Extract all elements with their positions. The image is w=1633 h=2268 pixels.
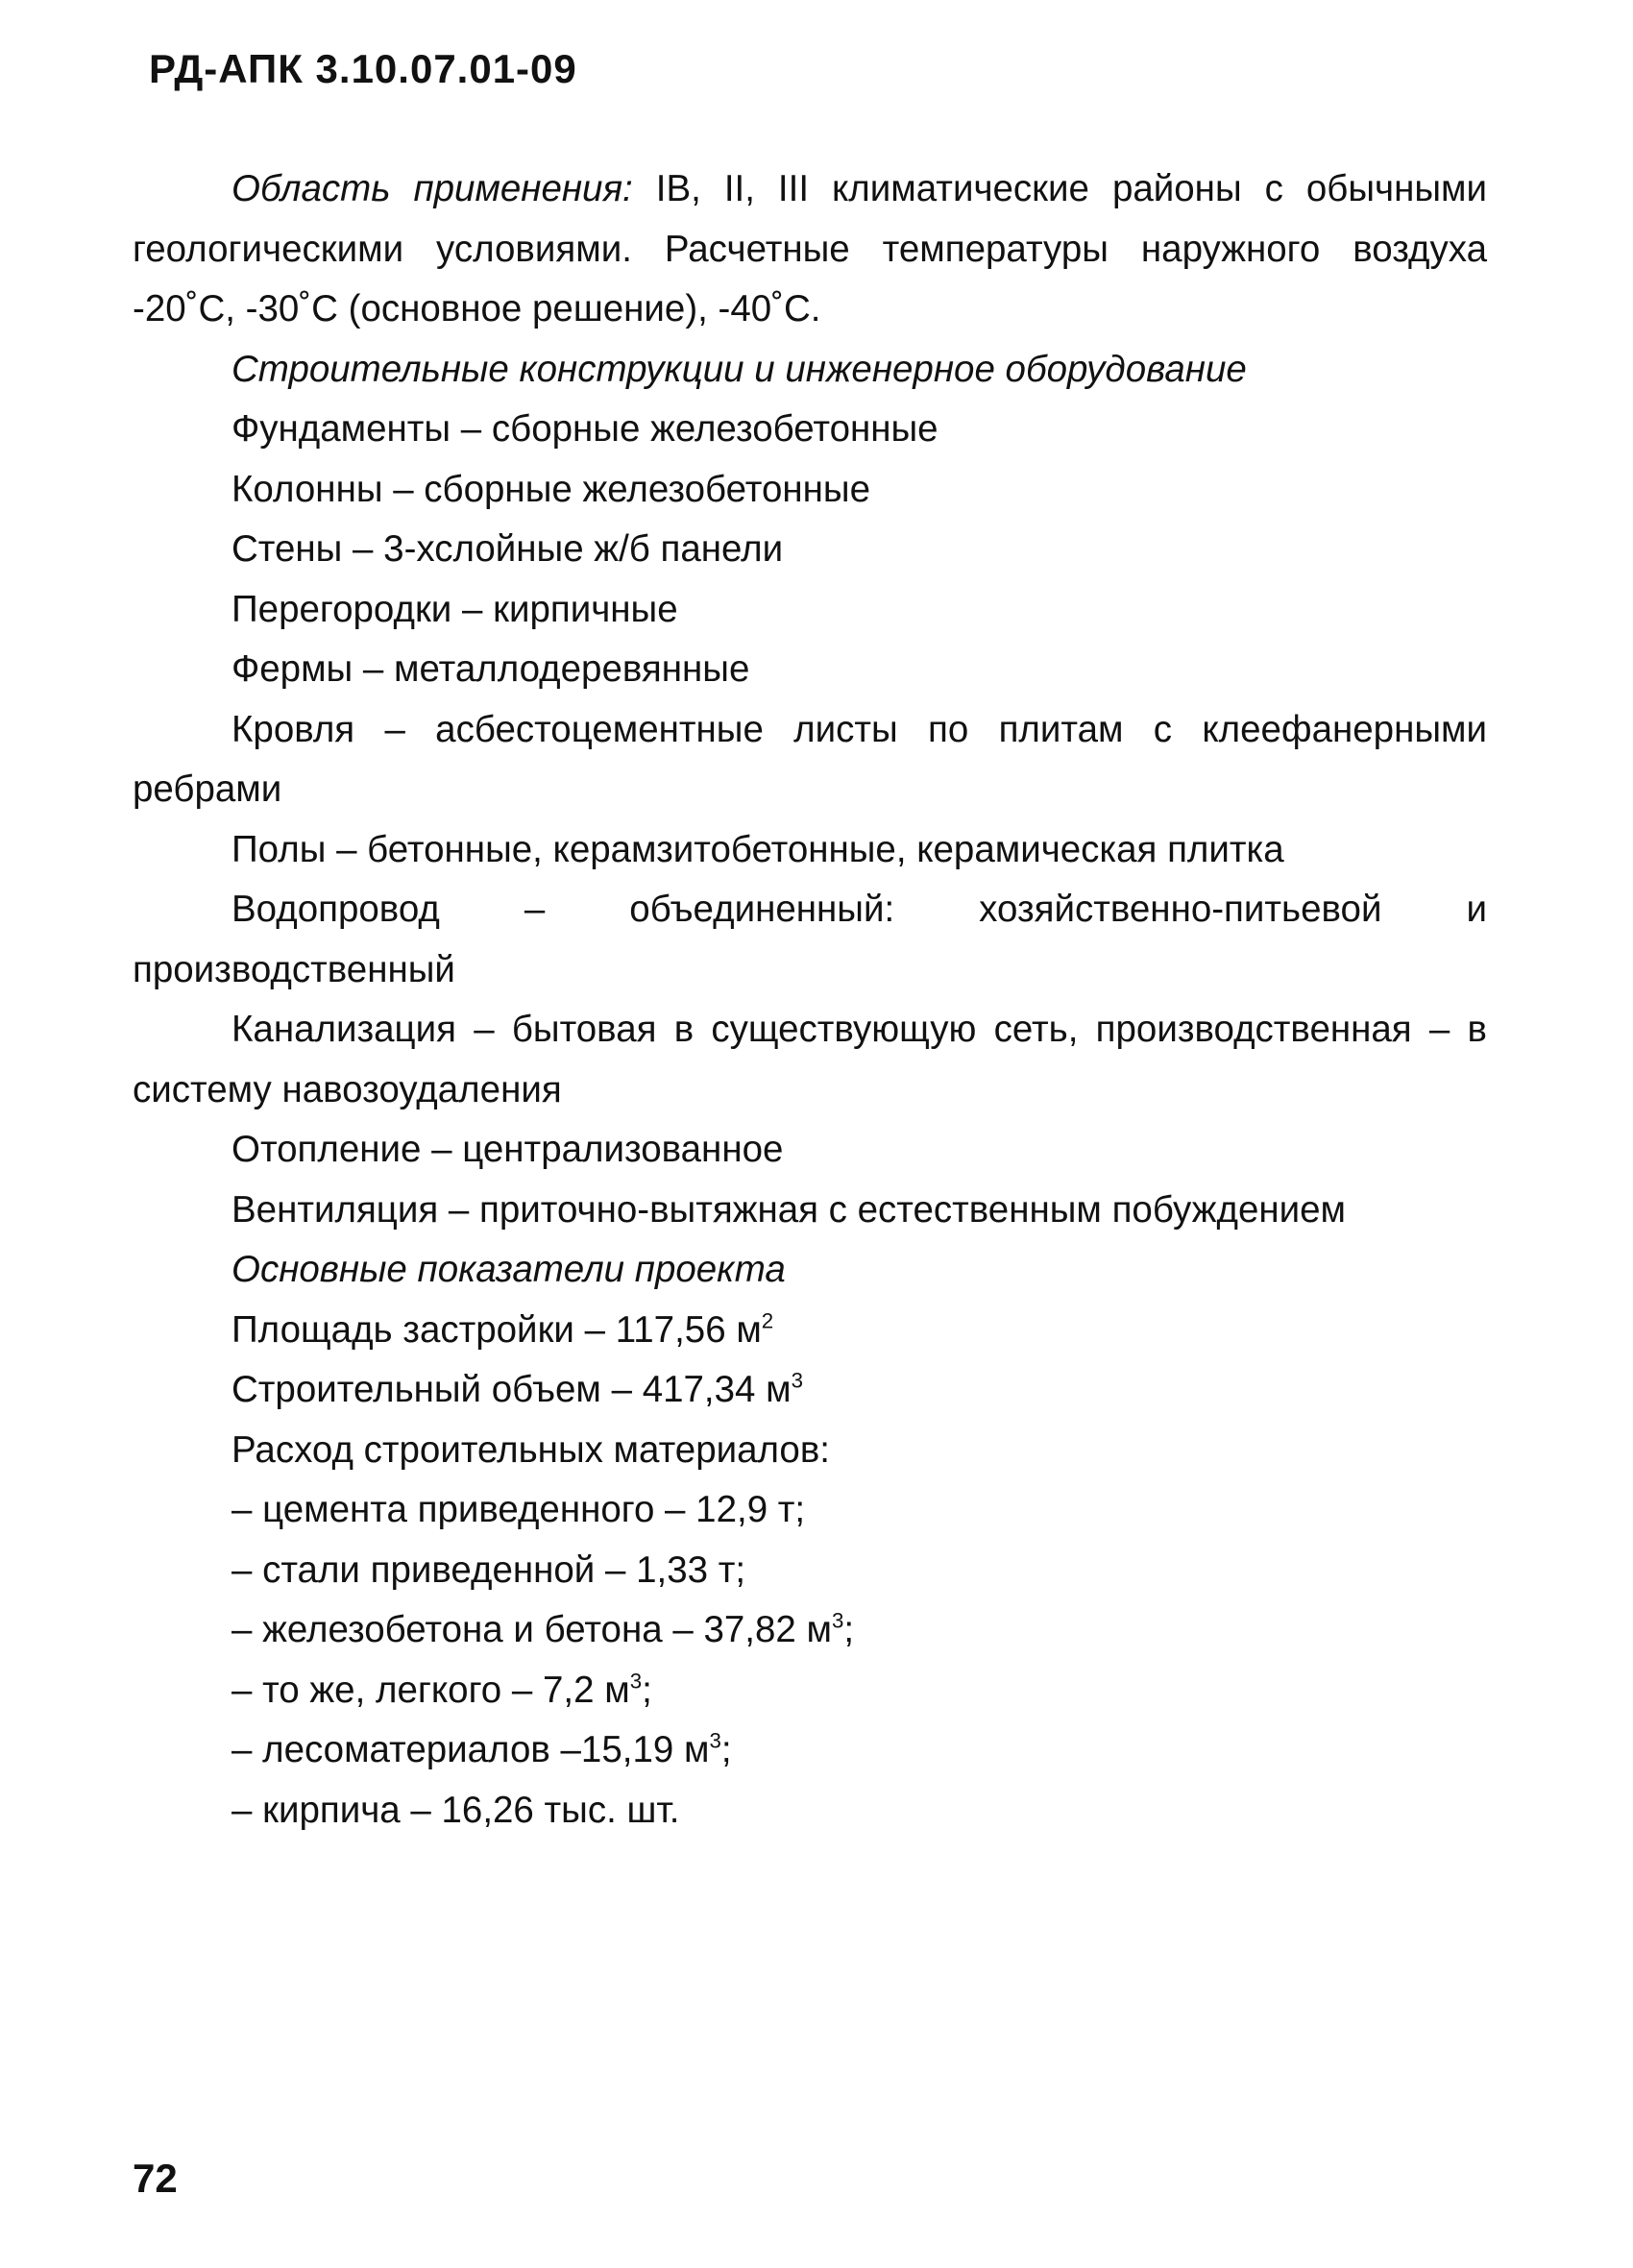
volume-line: Строительный объем – 417,34 $м^3$ — [232, 1368, 804, 1410]
materials-heading: Расход строительных материалов: — [232, 1428, 830, 1471]
built-area-line: Площадь застройки – 117,56 $м^2$ — [232, 1308, 774, 1351]
built-area-superscript: 2 — [761, 1308, 774, 1332]
volume-superscript: 3 — [791, 1368, 804, 1393]
foundations-line: Фундаменты – сборные железобетонные — [232, 408, 938, 450]
trusses-line: Фермы – металлодеревянные — [232, 648, 750, 690]
timber-line: – лесоматериалов –15,19 $м^3$; — [232, 1728, 732, 1770]
timber-superscript: 3 — [709, 1728, 721, 1753]
concrete-superscript: 3 — [831, 1608, 844, 1633]
scope-label: Область применения: — [232, 168, 633, 209]
cement-line: – цемента приведенного – 12,9 т; — [232, 1489, 806, 1530]
partitions-line: Перегородки – кирпичные — [232, 588, 678, 630]
sewer-paragraph: Канализация – бытовая в существующую сеть, производственная – в систему навозоудаления — [133, 1009, 1487, 1110]
document-body — [133, 159, 1487, 1841]
constructions-heading: Строительные конструкции и инженерное оборудование — [232, 348, 1247, 390]
heating-line: Отопление – централизованное — [232, 1129, 784, 1170]
page-number: 72 — [133, 2156, 178, 2201]
brick-line: – кирпича – 16,26 тыс. шт. — [232, 1789, 680, 1831]
columns-line: Колонны – сборные железобетонные — [232, 468, 870, 510]
scope-paragraph — [133, 159, 1487, 340]
ventilation-line: Вентиляция – приточно-вытяжная с естественным побуждением — [232, 1188, 1347, 1231]
water-paragraph: Водопровод – объединенный: хозяйственно-питьевой и производственный — [133, 889, 1487, 990]
concrete-line: – железобетона и бетона – 37,82 $м^3$; — [232, 1608, 855, 1650]
document-code-header: РД-АПК 3.10.07.01-09 — [149, 46, 577, 91]
steel-line: – стали приведенной – 1,33 т; — [232, 1549, 746, 1591]
indicators-heading: Основные показатели проекта — [232, 1249, 786, 1290]
roof-paragraph: Кровля – асбестоцементные листы по плитам с клеефанерными ребрами — [133, 708, 1487, 810]
floors-line: Полы – бетонные, керамзитобетонные, керамическая плитка — [232, 828, 1284, 870]
walls-line: Стены – 3-хслойные ж/б панели — [232, 528, 784, 570]
scope-text: IB, II, III климатические районы с обычными геологическими условиями. Расчетные температуры наружного воздуха -20˚С, -30˚С (основное решение), -40˚С. — [133, 168, 1487, 329]
light-concrete-line: – то же, легкого – 7,2 $м^3$; — [232, 1669, 652, 1711]
light-superscript: 3 — [629, 1669, 643, 1693]
